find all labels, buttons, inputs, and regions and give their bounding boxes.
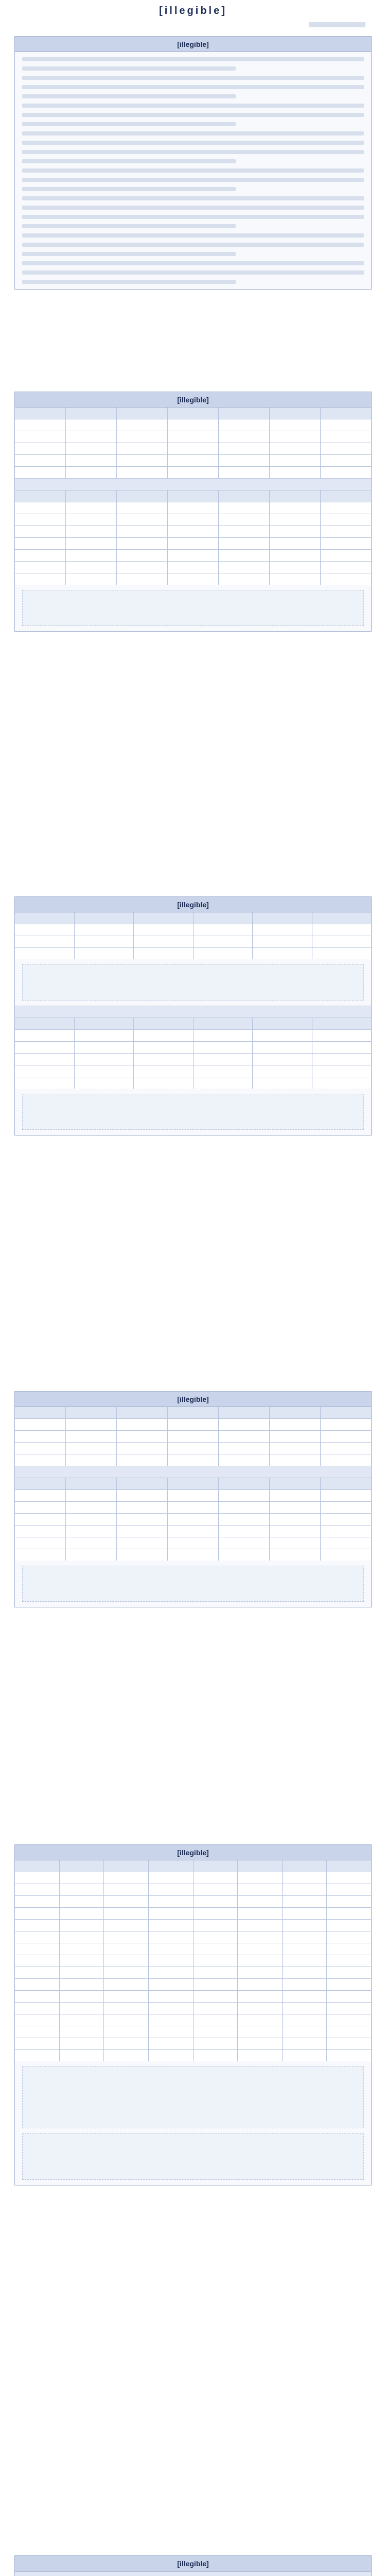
section-a	[0, 392, 386, 632]
section-c-subtable-title	[15, 1466, 371, 1478]
section-b-table-2	[15, 1018, 371, 1089]
section-e	[0, 2555, 386, 2576]
section-a-commentary	[22, 590, 364, 626]
key-news-section	[0, 36, 386, 290]
section-b-commentary	[22, 964, 364, 1001]
section-a-title: [illegible]	[15, 392, 371, 408]
section-e-title: [illegible]	[15, 2556, 371, 2571]
report-date-placeholder	[309, 22, 365, 27]
section-a-subtable-title	[15, 478, 371, 490]
section-b-table	[15, 912, 371, 959]
section-d-commentary-2	[22, 2133, 364, 2180]
section-c-commentary	[22, 1566, 364, 1602]
section-d-commentary	[22, 2066, 364, 2128]
section-c-table-2	[15, 1478, 371, 1561]
report-title: [illegible]	[159, 5, 227, 16]
section-c-title: [illegible]	[15, 1392, 371, 1407]
section-b-commentary-2	[22, 1094, 364, 1130]
section-a-table-2	[15, 490, 371, 585]
section-d	[0, 1844, 386, 2185]
section-b-title: [illegible]	[15, 897, 371, 912]
key-news-title: [illegible]	[15, 37, 371, 52]
section-b-subtable-title	[15, 1006, 371, 1018]
report-header	[0, 0, 386, 31]
section-a-table	[15, 408, 371, 478]
section-b	[0, 896, 386, 1136]
section-c	[0, 1391, 386, 1607]
section-d-title: [illegible]	[15, 1845, 371, 1860]
section-d-table	[15, 1860, 371, 2061]
section-e-subtable-title	[15, 2571, 371, 2576]
section-c-table	[15, 1407, 371, 1466]
